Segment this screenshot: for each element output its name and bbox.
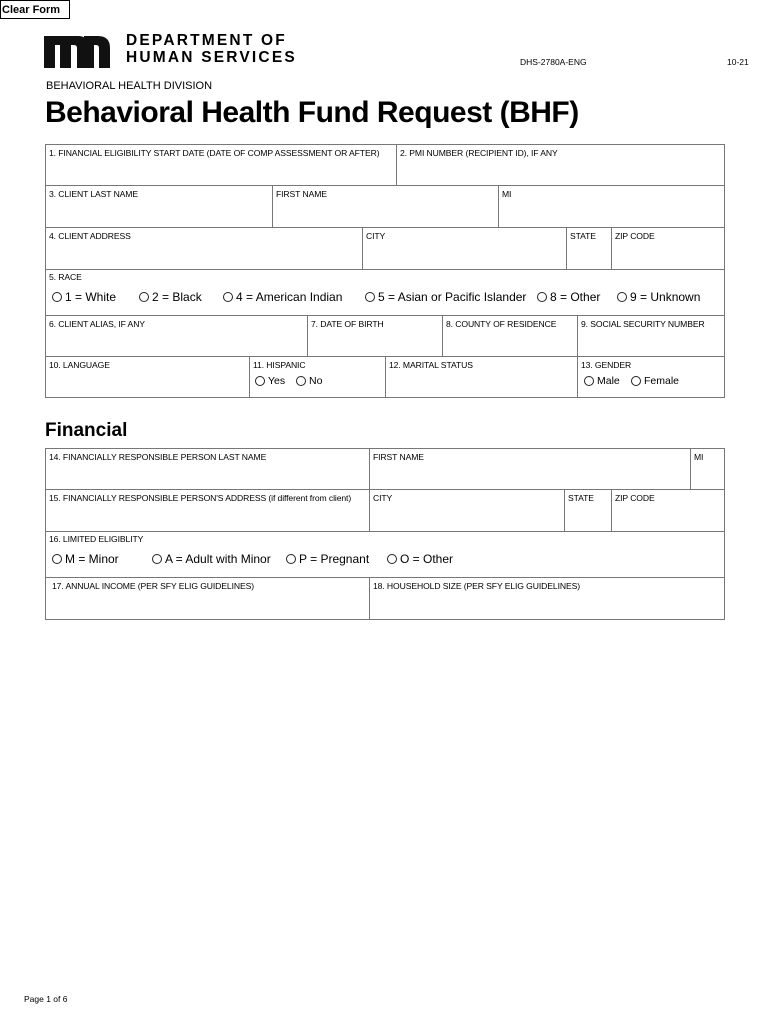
field-label: 2. PMI NUMBER (RECIPIENT ID), IF ANY xyxy=(400,148,558,158)
field-client-zip[interactable] xyxy=(611,227,725,270)
department-name xyxy=(126,32,297,66)
field-label: 13. GENDER xyxy=(581,360,632,370)
field-label: ZIP CODE xyxy=(615,231,655,241)
race-option-american-indian[interactable] xyxy=(223,290,342,304)
radio-icon xyxy=(365,292,375,302)
field-fin-address[interactable] xyxy=(45,489,370,532)
field-pmi-number[interactable] xyxy=(396,144,725,186)
field-label: 16. LIMITED ELIGIBLITY xyxy=(49,534,144,544)
field-label: 10. LANGUAGE xyxy=(49,360,110,370)
field-label: MI xyxy=(694,452,704,462)
option-label: M = Minor xyxy=(65,552,119,566)
page-number: Page 1 of 6 xyxy=(24,994,68,1004)
field-fin-state[interactable] xyxy=(564,489,612,532)
field-date-of-birth[interactable] xyxy=(307,315,443,357)
hispanic-option-yes[interactable] xyxy=(255,375,285,387)
field-label: CITY xyxy=(366,231,386,241)
field-client-mi[interactable] xyxy=(498,185,725,228)
field-fin-zip[interactable] xyxy=(611,489,725,532)
field-label: 17. ANNUAL INCOME (PER SFY ELIG GUIDELINES) xyxy=(52,581,255,591)
field-label: ZIP CODE xyxy=(615,493,655,503)
field-county-of-residence[interactable] xyxy=(442,315,578,357)
race-option-black[interactable] xyxy=(139,290,202,304)
field-label: STATE xyxy=(568,493,594,503)
limited-option-minor[interactable] xyxy=(52,552,119,566)
gender-option-female[interactable] xyxy=(631,375,679,387)
field-client-alias[interactable] xyxy=(45,315,308,357)
field-label: 7. DATE OF BIRTH xyxy=(311,319,384,329)
option-label: 4 = American Indian xyxy=(236,290,343,304)
radio-icon xyxy=(617,292,627,302)
field-client-first-name[interactable] xyxy=(272,185,499,228)
option-label: Female xyxy=(644,375,680,387)
radio-icon xyxy=(139,292,149,302)
field-label: 6. CLIENT ALIAS, IF ANY xyxy=(49,319,145,329)
option-label: No xyxy=(309,375,323,387)
field-fin-last-name[interactable] xyxy=(45,448,370,490)
radio-icon xyxy=(537,292,547,302)
field-household-size[interactable] xyxy=(369,577,725,620)
field-label: 3. CLIENT LAST NAME xyxy=(49,189,139,199)
field-label: 1. FINANCIAL ELIGIBILITY START DATE (DATE OF COMP ASSESSMENT OR AFTER) xyxy=(49,148,380,158)
dept-line-2: HUMAN SERVICES xyxy=(126,49,297,66)
page-title: Behavioral Health Fund Request (BHF) xyxy=(45,96,579,129)
race-option-other[interactable] xyxy=(537,290,600,304)
option-label: 5 = Asian or Pacific Islander xyxy=(378,290,527,304)
field-language[interactable] xyxy=(45,356,250,398)
field-limited-eligibility xyxy=(45,531,725,578)
field-client-last-name[interactable] xyxy=(45,185,273,228)
field-label: 15. FINANCIALLY RESPONSIBLE PERSON'S ADDRESS (if different from client) xyxy=(49,493,352,503)
field-label: STATE xyxy=(570,231,596,241)
field-label: CITY xyxy=(373,493,393,503)
division-name: BEHAVIORAL HEALTH DIVISION xyxy=(46,80,213,92)
field-eligibility-start-date[interactable] xyxy=(45,144,397,186)
radio-icon xyxy=(387,554,397,564)
field-fin-first-name[interactable] xyxy=(369,448,691,490)
radio-icon xyxy=(296,376,306,386)
radio-icon xyxy=(52,554,62,564)
field-label: FIRST NAME xyxy=(276,189,327,199)
field-client-city[interactable] xyxy=(362,227,567,270)
radio-icon xyxy=(286,554,296,564)
option-label: 1 = White xyxy=(65,290,117,304)
limited-option-other[interactable] xyxy=(387,552,453,566)
dept-line-1: DEPARTMENT OF xyxy=(126,32,287,49)
option-label: Yes xyxy=(268,375,286,387)
radio-icon xyxy=(52,292,62,302)
option-label: O = Other xyxy=(400,552,454,566)
field-label: FIRST NAME xyxy=(373,452,424,462)
race-option-white[interactable] xyxy=(52,290,116,304)
option-label: Male xyxy=(597,375,620,387)
option-label: P = Pregnant xyxy=(299,552,370,566)
radio-icon xyxy=(584,376,594,386)
clear-form-button[interactable]: Clear Form xyxy=(0,0,70,19)
option-label: 2 = Black xyxy=(152,290,202,304)
option-label: A = Adult with Minor xyxy=(165,552,271,566)
field-label: 9. SOCIAL SECURITY NUMBER xyxy=(581,319,705,329)
radio-icon xyxy=(631,376,641,386)
field-label: 5. RACE xyxy=(49,272,82,282)
field-client-state[interactable] xyxy=(566,227,612,270)
field-label: 12. MARITAL STATUS xyxy=(389,360,473,370)
limited-option-pregnant[interactable] xyxy=(286,552,369,566)
option-label: 8 = Other xyxy=(550,290,601,304)
section-heading-financial: Financial xyxy=(45,420,128,441)
field-label: MI xyxy=(502,189,512,199)
field-marital-status[interactable] xyxy=(385,356,578,398)
field-label: 4. CLIENT ADDRESS xyxy=(49,231,131,241)
form-number: DHS-2780A-ENG xyxy=(520,57,587,67)
race-option-asian-pacific[interactable] xyxy=(365,290,526,304)
field-gender xyxy=(577,356,725,398)
radio-icon xyxy=(152,554,162,564)
hispanic-option-no[interactable] xyxy=(296,375,322,387)
field-label: 8. COUNTY OF RESIDENCE xyxy=(446,319,557,329)
radio-icon xyxy=(223,292,233,302)
field-hispanic xyxy=(249,356,386,398)
field-label: 18. HOUSEHOLD SIZE (PER SFY ELIG GUIDELINES) xyxy=(373,581,580,591)
form-revision: 10-21 xyxy=(727,57,749,67)
field-client-address[interactable] xyxy=(45,227,363,270)
field-ssn[interactable] xyxy=(577,315,725,357)
field-label: 14. FINANCIALLY RESPONSIBLE PERSON LAST NAME xyxy=(49,452,267,462)
option-label: 9 = Unknown xyxy=(630,290,701,304)
gender-option-male[interactable] xyxy=(584,375,620,387)
field-fin-mi[interactable] xyxy=(690,448,725,490)
mn-logo xyxy=(44,32,110,68)
radio-icon xyxy=(255,376,265,386)
field-label: 11. HISPANIC xyxy=(253,360,306,370)
field-annual-income[interactable] xyxy=(45,577,370,620)
field-race xyxy=(45,269,725,316)
limited-option-adult-with-minor[interactable] xyxy=(152,552,271,566)
field-fin-city[interactable] xyxy=(369,489,565,532)
race-option-unknown[interactable] xyxy=(617,290,700,304)
